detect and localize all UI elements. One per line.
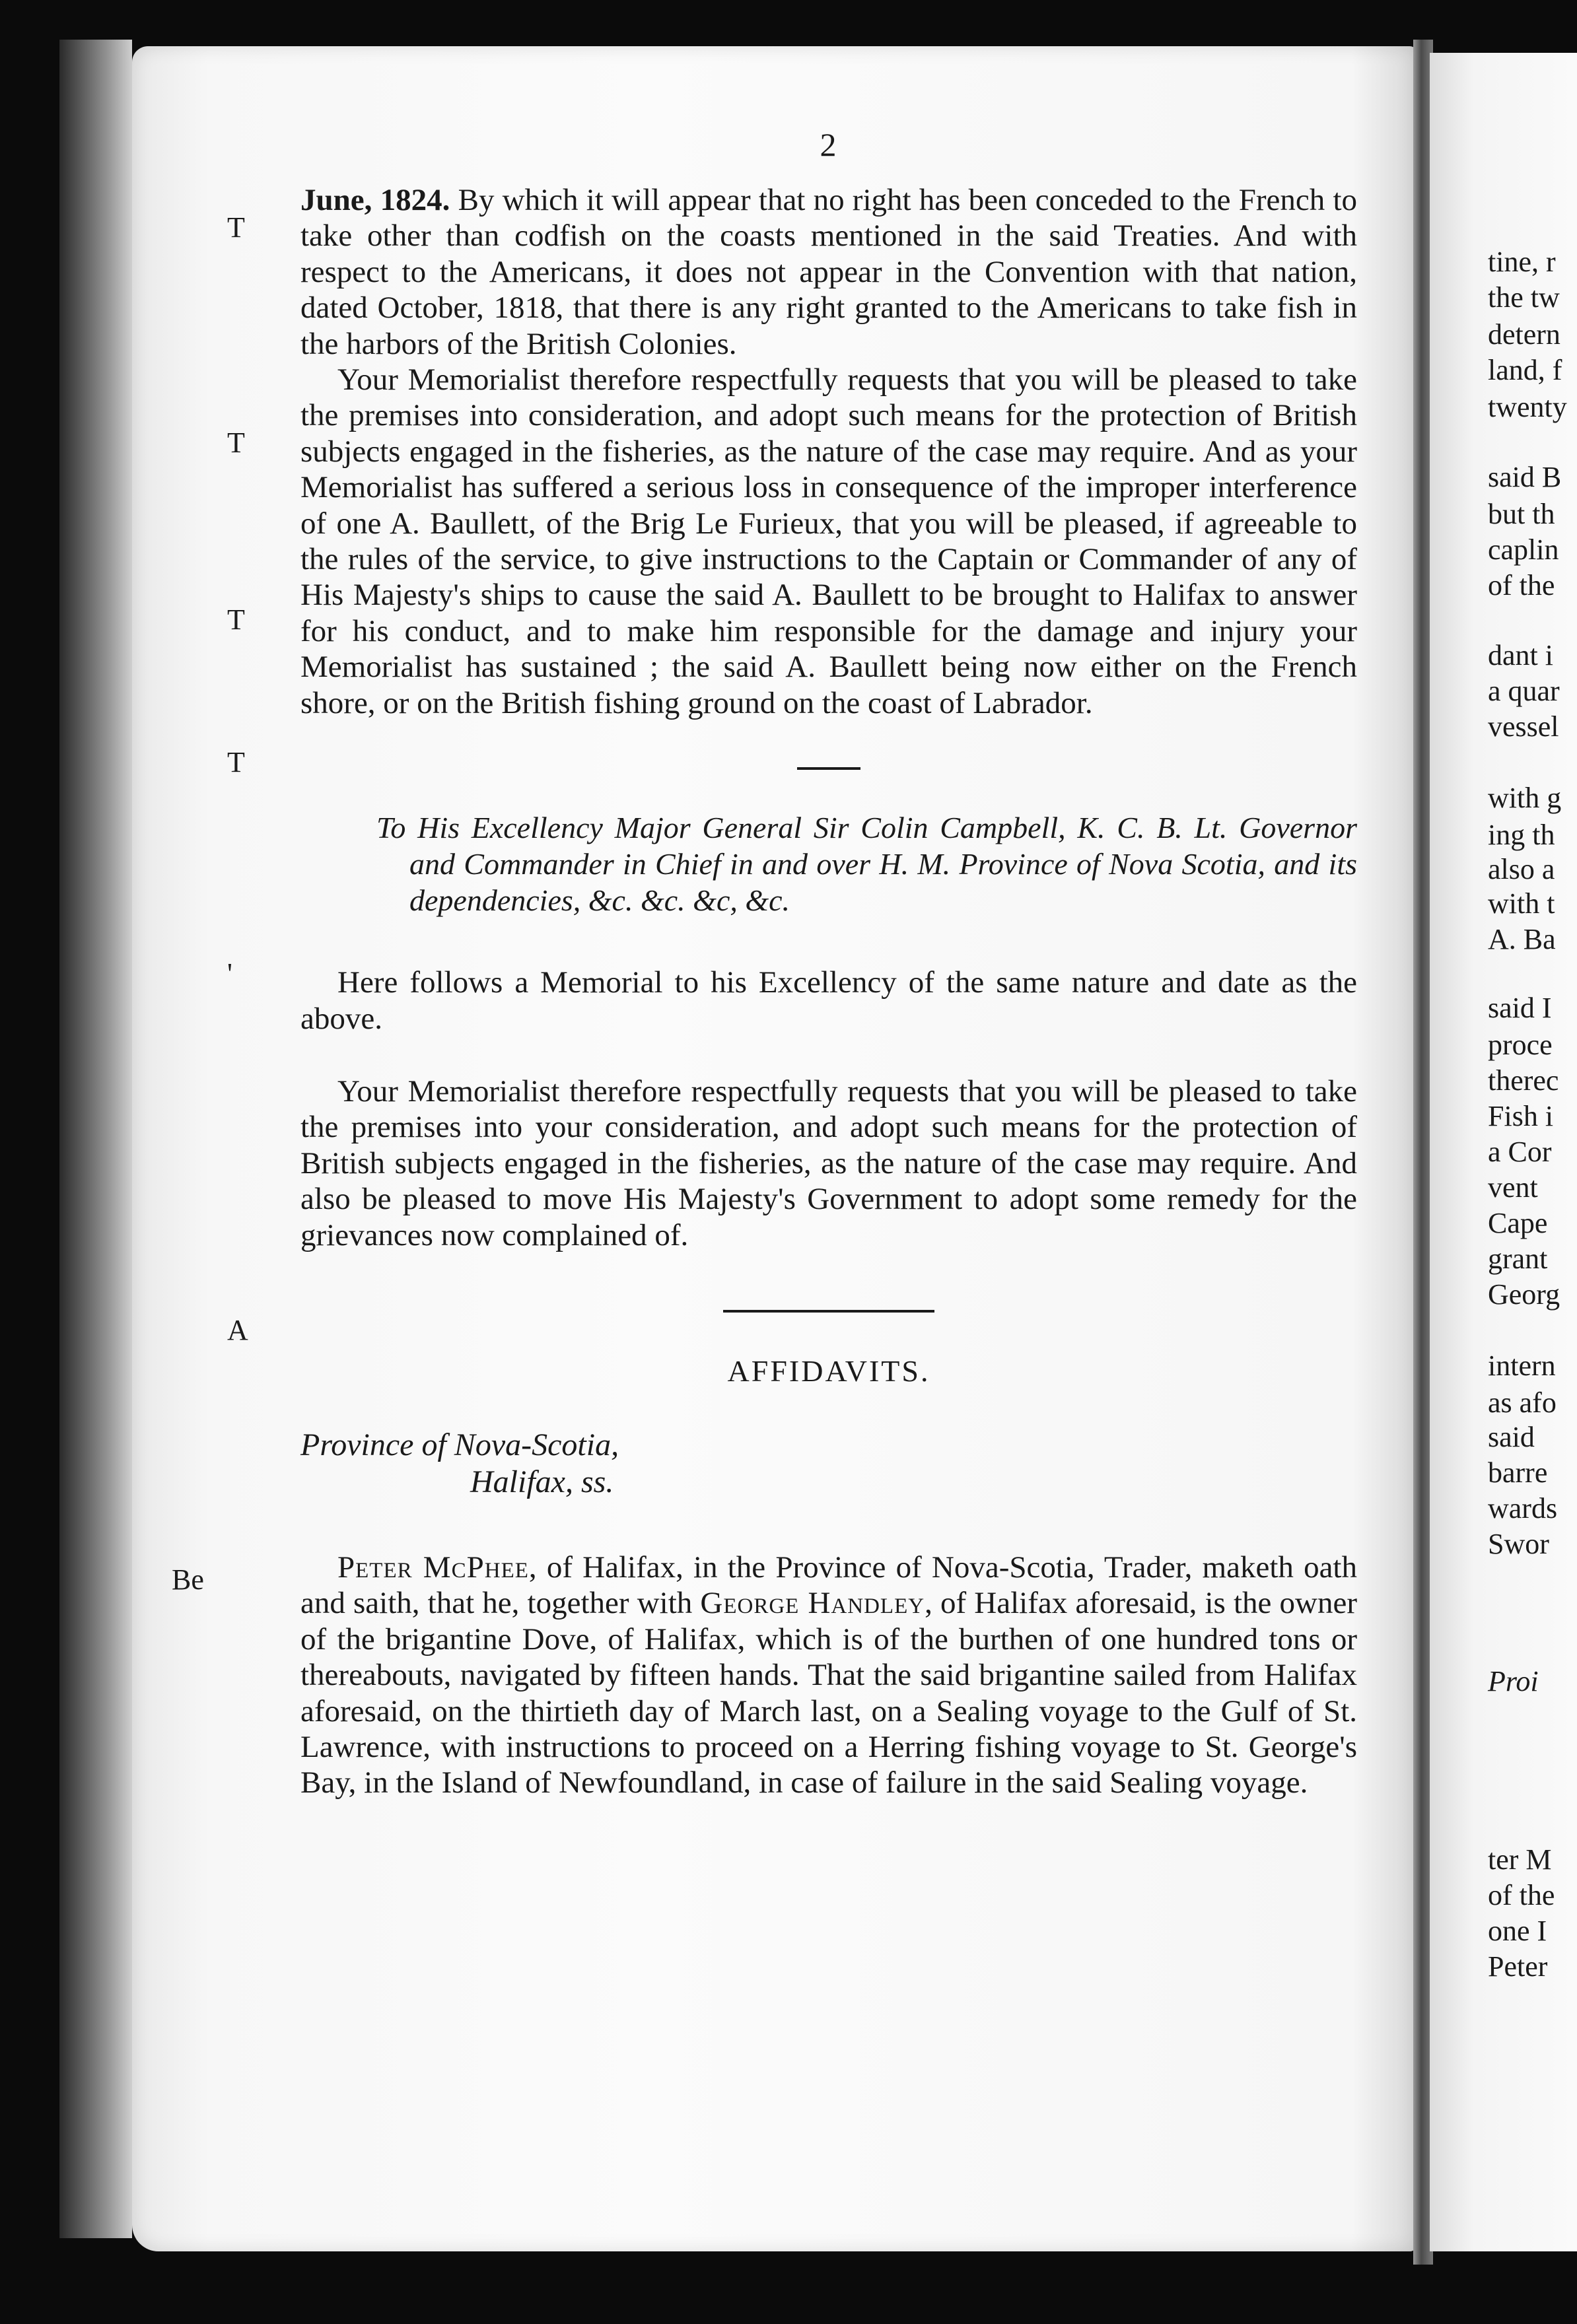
next-page-fragment: a quar: [1488, 675, 1560, 707]
next-page-fragment: ing th: [1488, 819, 1555, 851]
next-page-fragment: ': [227, 957, 232, 990]
paragraph-request-1: Your Memorialist therefore respectfully requests that you will be pleased to take the premises into consideration, and adopt such means for the protection of British subjects engaged in the fisheries, as the nature of the case may require. And as your Memorialist has suffered a serious loss in consequence of the improper interference of one A. Baullett, of the Brig Le Furieux, that you will be pleased, if agreeable to the rules of the service, to give instructions to the Captain or Commander of any of His Majesty's ships to cause the said A. Baullett to be brought to Halifax to answer for his conduct, and to make him responsible for the damage and injury your Memorialist has sustained ; the said A. Baullett being now either on the French shore, or on the British fishing ground on the coast of Labrador.: [300, 362, 1357, 720]
next-page-fragment: a Cor: [1488, 1136, 1552, 1168]
section-divider-2: [723, 1310, 934, 1313]
partner-name: George Handley: [700, 1586, 925, 1621]
next-page-fragment: Fish i: [1488, 1100, 1554, 1132]
next-page-fragment: Be: [172, 1563, 204, 1596]
next-page-fragment: said B: [1488, 461, 1562, 493]
paragraph-treaties-text: By which it will appear that no right has been conceded to the French to take other than codfish on the coasts mentioned in the said Treaties. And with respect to the Americans, it does not appear in the Convention with that nation, dated October, 1818, that there is any right granted to the Americans to take fish in the harbors of the British Colonies.: [300, 183, 1357, 361]
venue-province: Province of Nova-Scotia,: [300, 1427, 619, 1462]
next-page-fragment: T: [227, 427, 245, 459]
paragraph-affidavit: [300, 1550, 1357, 1801]
next-page-fragment: ter M: [1488, 1843, 1552, 1876]
paragraph-memorial-note: Here follows a Memorial to his Excellency of the same nature and date as the above.: [300, 965, 1357, 1036]
next-page-fragment: therec: [1488, 1064, 1559, 1097]
deponent-name: Peter McPhee: [337, 1550, 529, 1585]
next-page-fragment: T: [227, 211, 245, 244]
binding-shadow: [59, 40, 132, 2238]
next-page-fragment: Swor: [1488, 1528, 1549, 1560]
next-page-fragment: A: [227, 1314, 248, 1346]
next-page-fragment: of the: [1488, 569, 1555, 601]
next-page-fragment: vessel: [1488, 710, 1559, 743]
next-page-fragment: barre: [1488, 1456, 1548, 1489]
next-page-fragment: the tw: [1488, 281, 1560, 314]
next-page-fragment: land, f: [1488, 354, 1562, 386]
affidavits-heading: AFFIDAVITS.: [727, 1353, 930, 1388]
page-content: [300, 125, 1357, 1801]
next-page-fragment: twenty: [1488, 391, 1567, 423]
next-page-fragment: Georg: [1488, 1278, 1560, 1311]
next-page-fragment: Cape: [1488, 1207, 1548, 1239]
paragraph-treaties: [300, 182, 1357, 362]
address-to-governor: To His Excellency Major General Sir Colin Campbell, K. C. B. Lt. Governor and Commander in Chief in and over H. M. Province of Nova Scotia, and its dependencies, &c. &c. &c, &c.: [376, 811, 1357, 918]
venue-city: Halifax, ss.: [470, 1464, 614, 1499]
next-page-fragment: with t: [1488, 887, 1555, 920]
section-divider: [797, 767, 860, 770]
next-page-fragment: grant: [1488, 1243, 1548, 1275]
date-lead: June, 1824.: [300, 183, 450, 217]
next-page-fragment: wards: [1488, 1492, 1558, 1524]
affidavit-text-2: , of Halifax aforesaid, is the owner of the brigantine Dove, of Halifax, which is of the burthen of one hundred tons or thereabouts, navigated by fifteen hands. That the said brigantine sailed from Halifax aforesaid, on the thirtieth day of March last, on a Sealing voyage to the Gulf of St. Lawrence, with instructions to proceed on a Herring fishing voyage to St. George's Bay, in the Island of Newfoundland, in case of failure in the said Sealing voyage.: [300, 1586, 1358, 1800]
next-page-fragment: intern: [1488, 1350, 1556, 1382]
next-page-fragment: said I: [1488, 992, 1552, 1024]
next-page-fragment: also a: [1488, 853, 1555, 885]
next-page-fragment: as afo: [1488, 1386, 1557, 1419]
next-page-fragment: T: [227, 746, 245, 778]
next-page-fragment: Proi: [1488, 1665, 1539, 1697]
next-page-fragment: A. Ba: [1488, 923, 1556, 955]
affidavit-text-1: , of Halifax, in the Province of Nova-Scotia, Trader, maketh oath and saith, that he, together with: [300, 1550, 1357, 1621]
next-page-fragment: proce: [1488, 1029, 1553, 1061]
next-page-fragment: T: [227, 603, 245, 636]
next-page-fragment: with g: [1488, 782, 1562, 814]
next-page-fragment: said: [1488, 1421, 1535, 1453]
next-page-fragment: but th: [1488, 498, 1555, 530]
next-page-fragment: of the: [1488, 1879, 1555, 1911]
next-page-fragment: detern: [1488, 318, 1560, 351]
next-page-fragment: one I: [1488, 1915, 1547, 1947]
next-page-fragment: dant i: [1488, 639, 1553, 671]
page-number: 2: [820, 126, 838, 163]
next-page-fragment: vent: [1488, 1171, 1538, 1204]
next-page-fragment: tine, r: [1488, 246, 1556, 278]
paragraph-request-2: Your Memorialist therefore respectfully requests that you will be pleased to take the premises into your consideration, and adopt such means for the protection of British subjects engaged in the fisheries, as the nature of the case may require. And also be pleased to move His Majesty's Government to adopt some remedy for the grievances now complained of.: [300, 1074, 1357, 1252]
next-page-fragment: caplin: [1488, 533, 1559, 566]
next-page-fragment: Peter: [1488, 1950, 1548, 1983]
